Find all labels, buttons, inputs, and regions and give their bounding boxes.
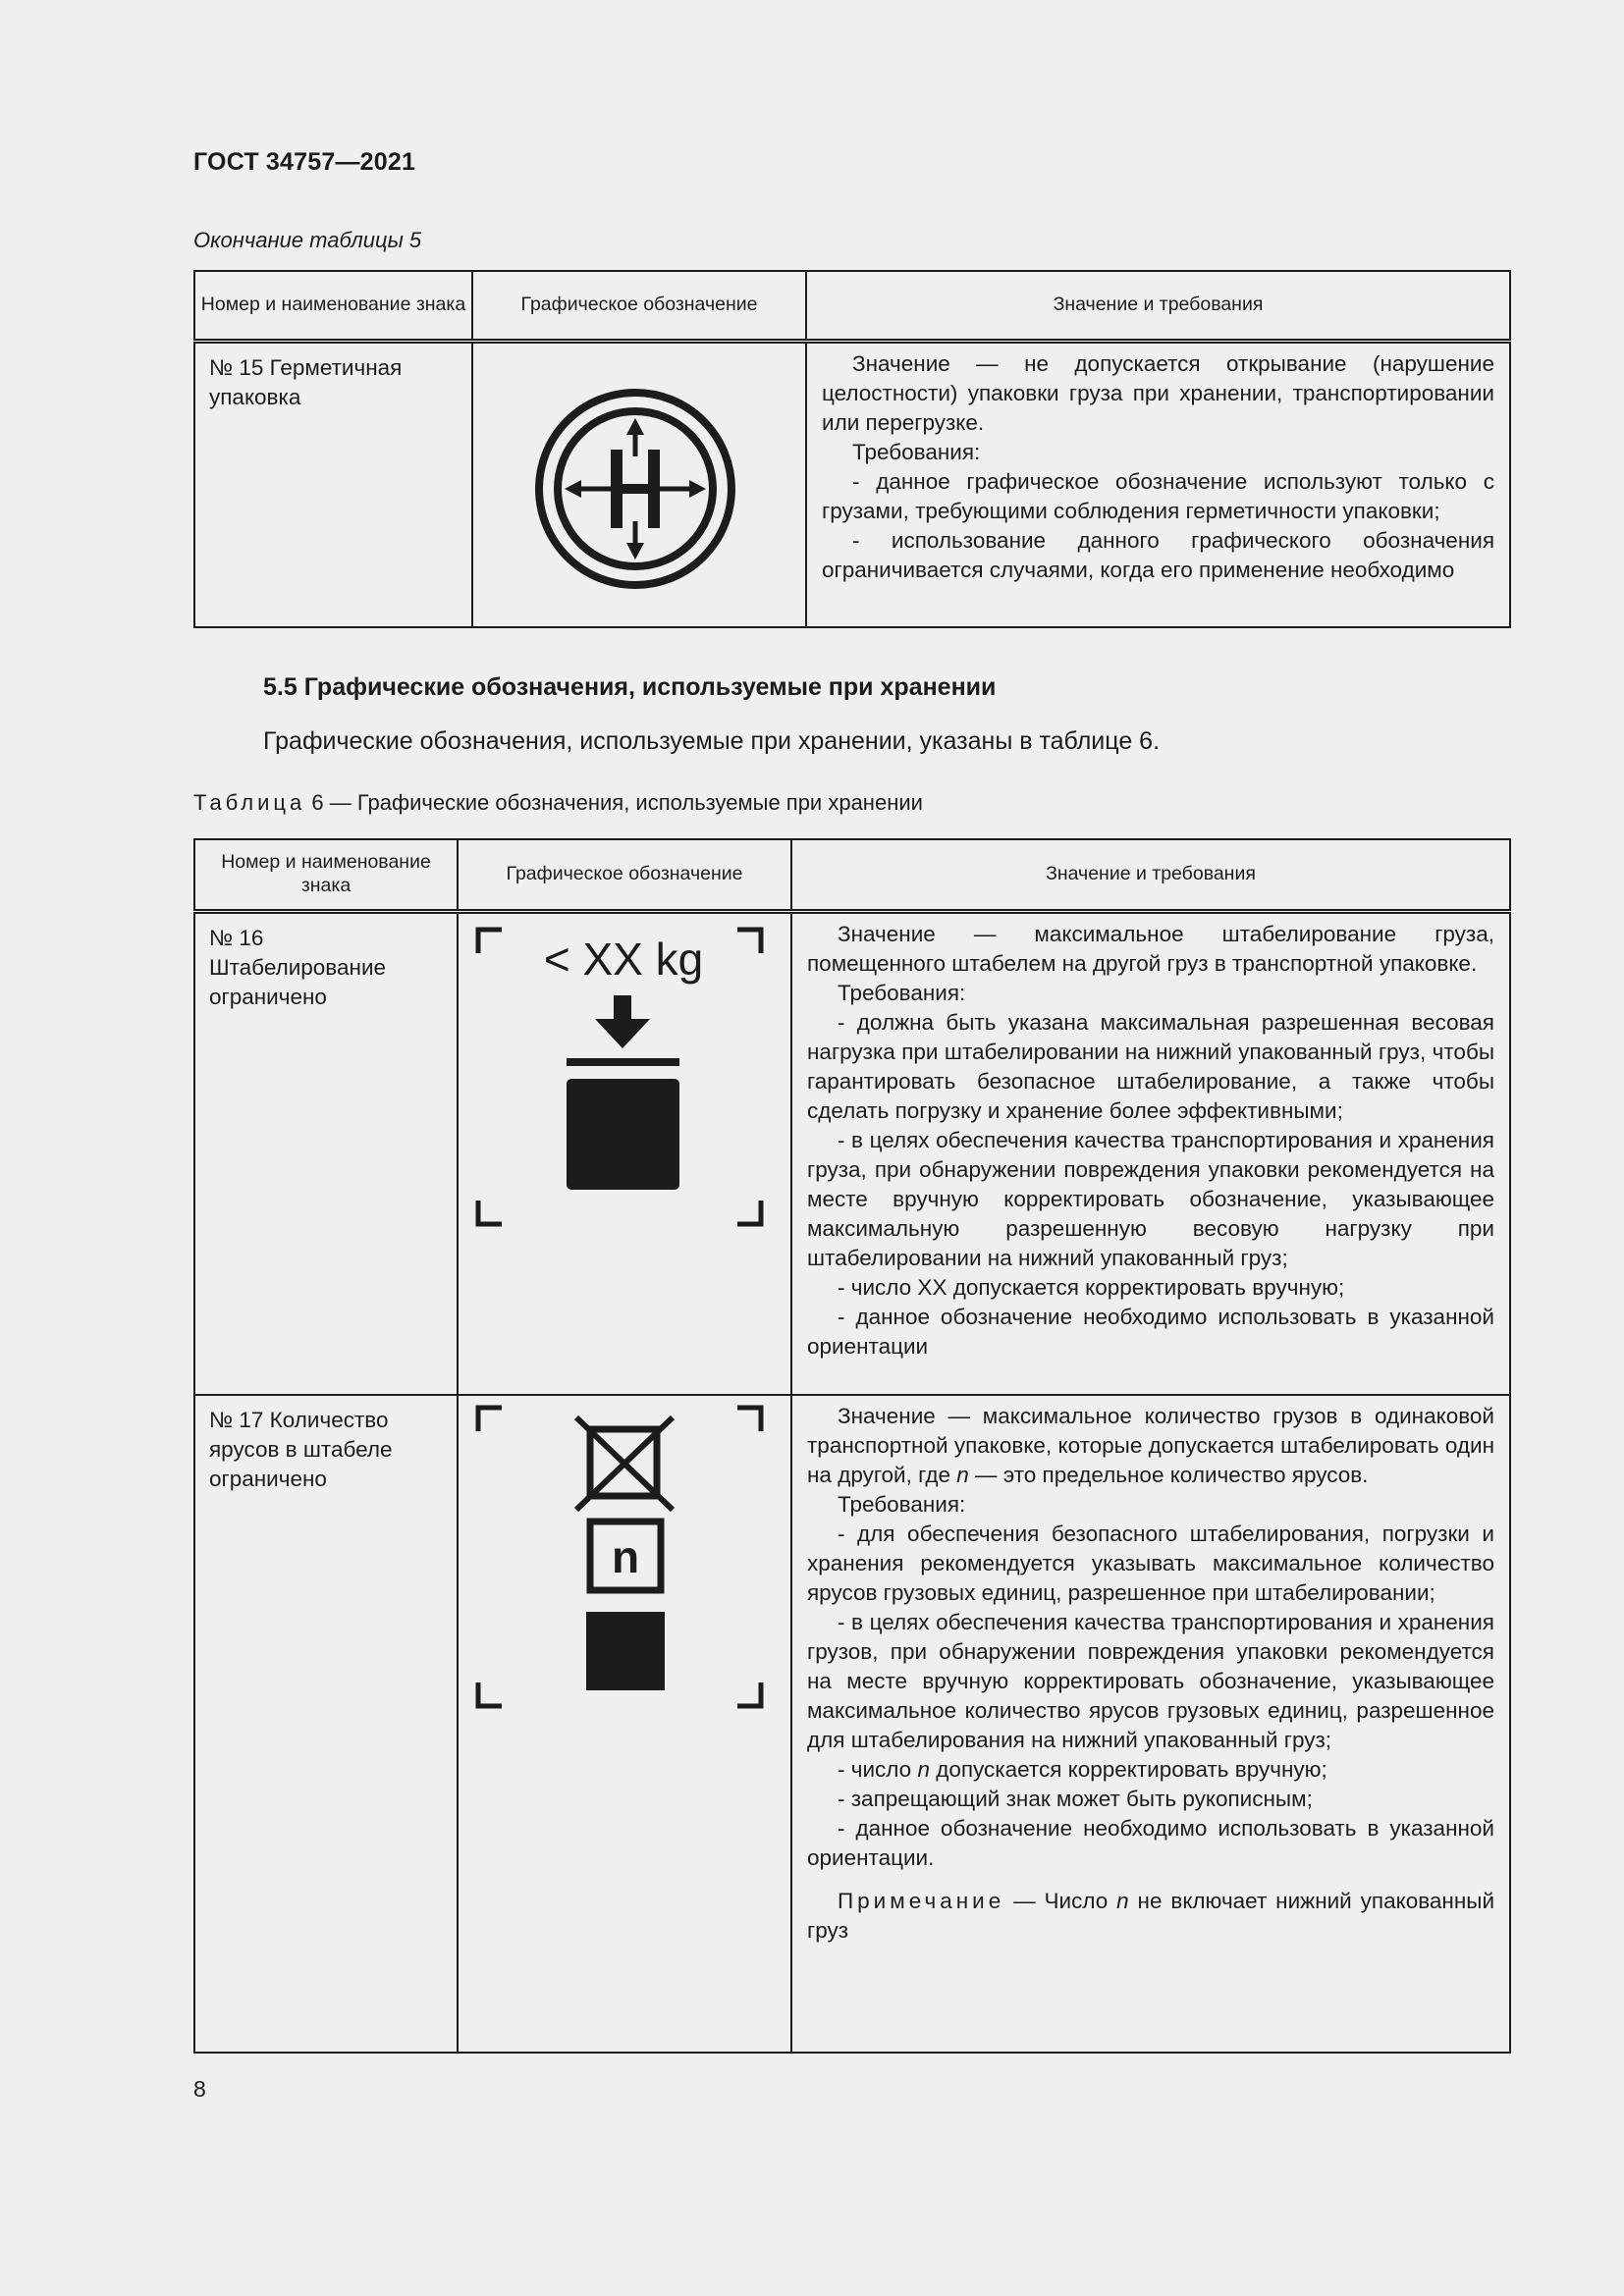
caption-text: 6 — Графические обозначения, используемые при хранении bbox=[305, 790, 923, 815]
column-header-name: Номер и наименование знака bbox=[194, 839, 458, 911]
sign-description-17 bbox=[791, 1395, 1510, 2053]
requirements-title: Требования: bbox=[838, 980, 966, 1005]
sign-name-15: № 15 Герметичная упаковка bbox=[194, 341, 472, 627]
section-title: 5.5 Графические обозначения, используемые при хранении bbox=[263, 673, 997, 701]
requirement-item: - должна быть указана максимальная разрешенная весовая нагрузка при штабелировании на нижний упакованный груз, чтобы гарантировать безопасное штабелирование, а также чтобы сделать погрузку и хранение более эффективными; bbox=[807, 1009, 1494, 1123]
hermetic-package-symbol bbox=[473, 344, 803, 626]
caption-label: Таблица bbox=[193, 790, 306, 815]
document-header: ГОСТ 34757—2021 bbox=[193, 148, 416, 176]
requirement-item: - использование данного графического обозначения ограничивается случаями, когда его применение необходимо bbox=[822, 527, 1494, 582]
column-header-meaning: Значение и требования bbox=[806, 271, 1510, 341]
stacking-limit-symbol bbox=[459, 914, 788, 1238]
symbol-cell-16 bbox=[458, 911, 791, 1395]
meaning-text: Значение — максимальное количество грузов в одинаковой транспортной упаковке, которые допускается штабелировать один на другой, где n — это предельное количество ярусов. bbox=[807, 1404, 1494, 1487]
table-header-row bbox=[194, 271, 1510, 341]
sign-description-15 bbox=[806, 341, 1510, 627]
column-header-symbol: Графическое обозначение bbox=[458, 839, 791, 911]
table-row bbox=[194, 911, 1510, 1395]
requirement-item: - данное обозначение необходимо использовать в указанной ориентации. bbox=[807, 1816, 1494, 1870]
tier-count-label: n bbox=[611, 1531, 640, 1582]
meaning-text: Значение — максимальное штабелирование груза, помещенного штабелем на другой груз в транспортной упаковке. bbox=[807, 921, 1494, 976]
section-paragraph: Графические обозначения, используемые при хранении, указаны в таблице 6. bbox=[263, 727, 1161, 755]
table-header-row bbox=[194, 839, 1510, 911]
stack-tiers-limit-symbol bbox=[459, 1396, 788, 1720]
weight-limit-label: < XX kg bbox=[543, 933, 704, 985]
requirement-item: - данное графическое обозначение используют только с грузами, требующими соблюдения герметичности упаковки; bbox=[822, 468, 1494, 523]
requirement-item: - число XX допускается корректировать вручную; bbox=[838, 1274, 1345, 1300]
column-header-meaning: Значение и требования bbox=[791, 839, 1510, 911]
column-header-name: Номер и наименование знака bbox=[194, 271, 472, 341]
requirement-item: - в целях обеспечения качества транспортирования и хранения грузов, при обнаружении повреждения упаковки рекомендуется на месте вручную корректировать обозначение, указывающее максимальное количество ярусов грузовых единиц, разрешенное для штабелирования на нижний упакованный груз; bbox=[807, 1610, 1494, 1752]
table-6 bbox=[193, 838, 1511, 2054]
requirements-title: Требования: bbox=[852, 439, 981, 464]
table-row bbox=[194, 1395, 1510, 2053]
table-6-caption bbox=[193, 790, 923, 816]
symbol-cell-17 bbox=[458, 1395, 791, 2053]
sign-name-17: № 17 Количество ярусов в штабеле ограничено bbox=[194, 1395, 458, 2053]
requirement-item: - для обеспечения безопасного штабелирования, погрузки и хранения рекомендуется указывать максимальное количество ярусов грузовых единиц, разрешенное при штабелировании; bbox=[807, 1522, 1494, 1605]
table-continuation-caption: Окончание таблицы 5 bbox=[193, 228, 422, 252]
requirement-item: - в целях обеспечения качества транспортирования и хранения груза, при обнаружении повреждения упаковки рекомендуется на месте вручную корректировать обозначение, указывающее максимальную разрешенную весовую нагрузку при штабелировании на нижний упакованный груз; bbox=[807, 1127, 1494, 1270]
requirement-item: - число n допускается корректировать вручную; bbox=[838, 1757, 1327, 1782]
column-header-symbol: Графическое обозначение bbox=[472, 271, 806, 341]
requirement-item: - запрещающий знак может быть рукописным; bbox=[838, 1787, 1313, 1811]
page-number: 8 bbox=[193, 2076, 206, 2102]
sign-name-16: № 16 Штабелирование ограничено bbox=[194, 911, 458, 1395]
sign-description-16 bbox=[791, 911, 1510, 1395]
table-row bbox=[194, 341, 1510, 627]
requirement-item: - данное обозначение необходимо использовать в указанной ориентации bbox=[807, 1304, 1494, 1359]
table-note: Примечание — Число n не включает нижний упакованный груз bbox=[807, 1889, 1495, 1943]
symbol-cell-15 bbox=[472, 341, 806, 627]
meaning-text: Значение — не допускается открывание (нарушение целостности) упаковки груза при хранении, транспортировании или перегрузке. bbox=[822, 350, 1494, 435]
requirements-title: Требования: bbox=[838, 1492, 966, 1517]
table-5 bbox=[193, 270, 1511, 628]
